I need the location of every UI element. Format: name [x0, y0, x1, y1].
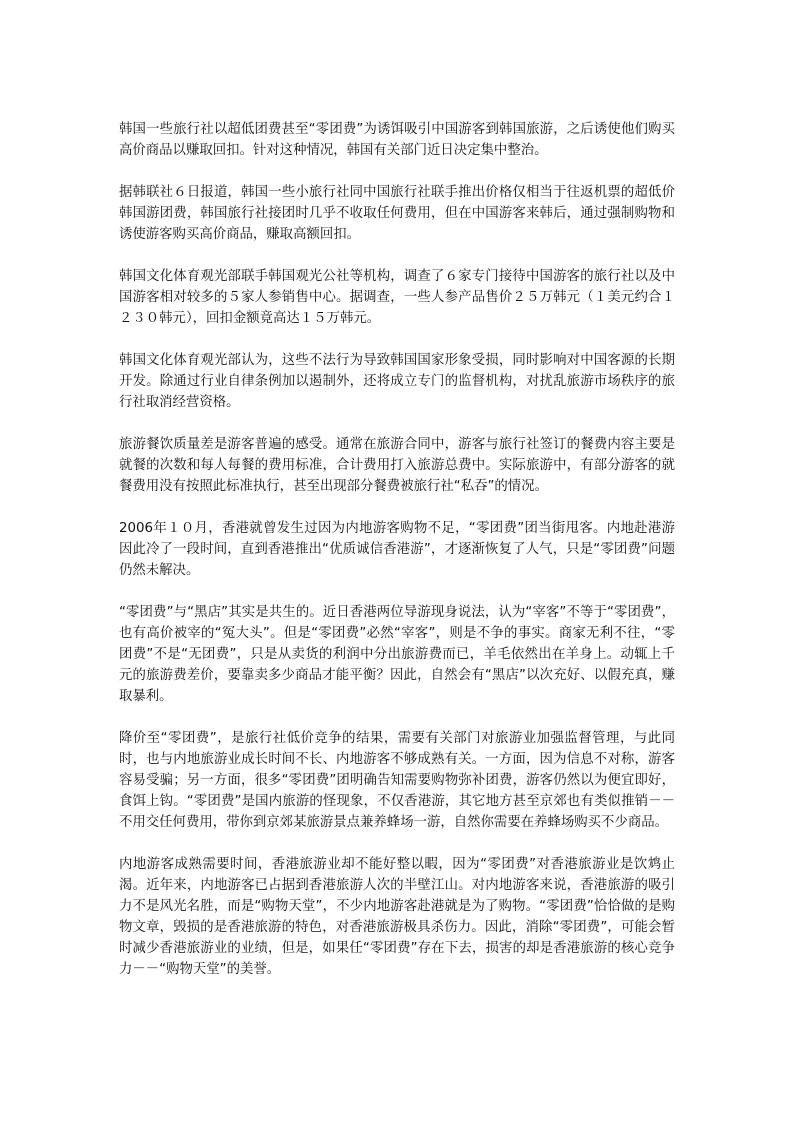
paragraph-6: 2006年１０月，香港就曾发生过因为内地游客购物不足，“零团费”团当街甩客。内地赴港游因此冷了一段时间，直到香港推出“优质诚信香港游”，才逐渐恢复了人气，只是“零团费”问题仍然未解决。 — [119, 521, 675, 578]
paragraph-3: 韩国文化体育观光部联手韩国观光公社等机构，调查了６家专门接待中国游客的旅行社以及中国游客相对较多的５家人参销售中心。据调查，一些人参产品售价２５万韩元（１美元约合１２３０韩元），回扣金额竟高达１５万韩元。 — [119, 269, 675, 326]
paragraph-4: 韩国文化体育观光部认为，这些不法行为导致韩国国家形象受损，同时影响对中国客源的长期开发。除通过行业自律条例加以遏制外，还将成立专门的监督机构，对扰乱旅游市场秩序的旅行社取消经营资格。 — [119, 353, 675, 410]
paragraph-7: “零团费”与“黑店”其实是共生的。近日香港两位导游现身说法，认为“宰客”不等于“零团费”，也有高价被宰的“冤大头”。但是“零团费”必然“宰客”，则是不争的事实。商家无利不往，“零团费”不是“无团费”，只是从卖货的利润中分出旅游费而已，羊毛依然出在羊身上。动辄上千元的旅游费差价，要靠卖多少商品才能平衡？因此，自然会有“黑店”以次充好、以假充真，赚取暴利。 — [119, 605, 675, 704]
paragraph-5: 旅游餐饮质量差是游客普遍的感受。通常在旅游合同中，游客与旅行社签订的餐费内容主要是就餐的次数和每人每餐的费用标准，合计费用打入旅游总费中。实际旅游中，有部分游客的就餐费用没有按照此标准执行，甚至出现部分餐费被旅行社“私吞”的情况。 — [119, 437, 675, 494]
document-page — [119, 119, 675, 1001]
paragraph-8: 降价至“零团费”，是旅行社低价竞争的结果，需要有关部门对旅游业加强监督管理，与此同时，也与内地旅游业成长时间不长、内地游客不够成熟有关。一方面，因为信息不对称，游客容易受骗；另一方面，很多“零团费”团明确告知需要购物弥补团费，游客仍然以为便宜即好，食饵上钩。“零团费”是国内旅游的怪现象，不仅香港游，其它地方甚至京郊也有类似推销－－不用交任何费用，带你到京郊某旅游景点兼养蜂场一游，自然你需要在养蜂场购买不少商品。 — [119, 731, 675, 830]
paragraph-9: 内地游客成熟需要时间，香港旅游业却不能好整以暇，因为“零团费”对香港旅游业是饮鸩止渴。近年来，内地游客已占据到香港旅游人次的半壁江山。对内地游客来说，香港旅游的吸引力不是风光名胜，而是“购物天堂”，不少内地游客赴港就是为了购物。“零团费”恰恰做的是购物文章，毁损的是香港旅游的特色，对香港旅游极具杀伤力。因此，消除“零团费”，可能会暂时减少香港旅游业的业绩，但是，如果任“零团费”存在下去，损害的却是香港旅游的核心竞争力－－“购物天堂”的美誉。 — [119, 857, 675, 977]
paragraph-1: 韩国一些旅行社以超低团费甚至“零团费”为诱饵吸引中国游客到韩国旅游，之后诱使他们购买高价商品以赚取回扣。针对这种情况，韩国有关部门近日决定集中整治。 — [119, 122, 675, 158]
paragraph-2: 据韩联社６日报道，韩国一些小旅行社同中国旅行社联手推出价格仅相当于往返机票的超低价韩国游团费，韩国旅行社接团时几乎不收取任何费用，但在中国游客来韩后，通过强制购物和诱使游客购买高价商品，赚取高额回扣。 — [119, 185, 675, 242]
